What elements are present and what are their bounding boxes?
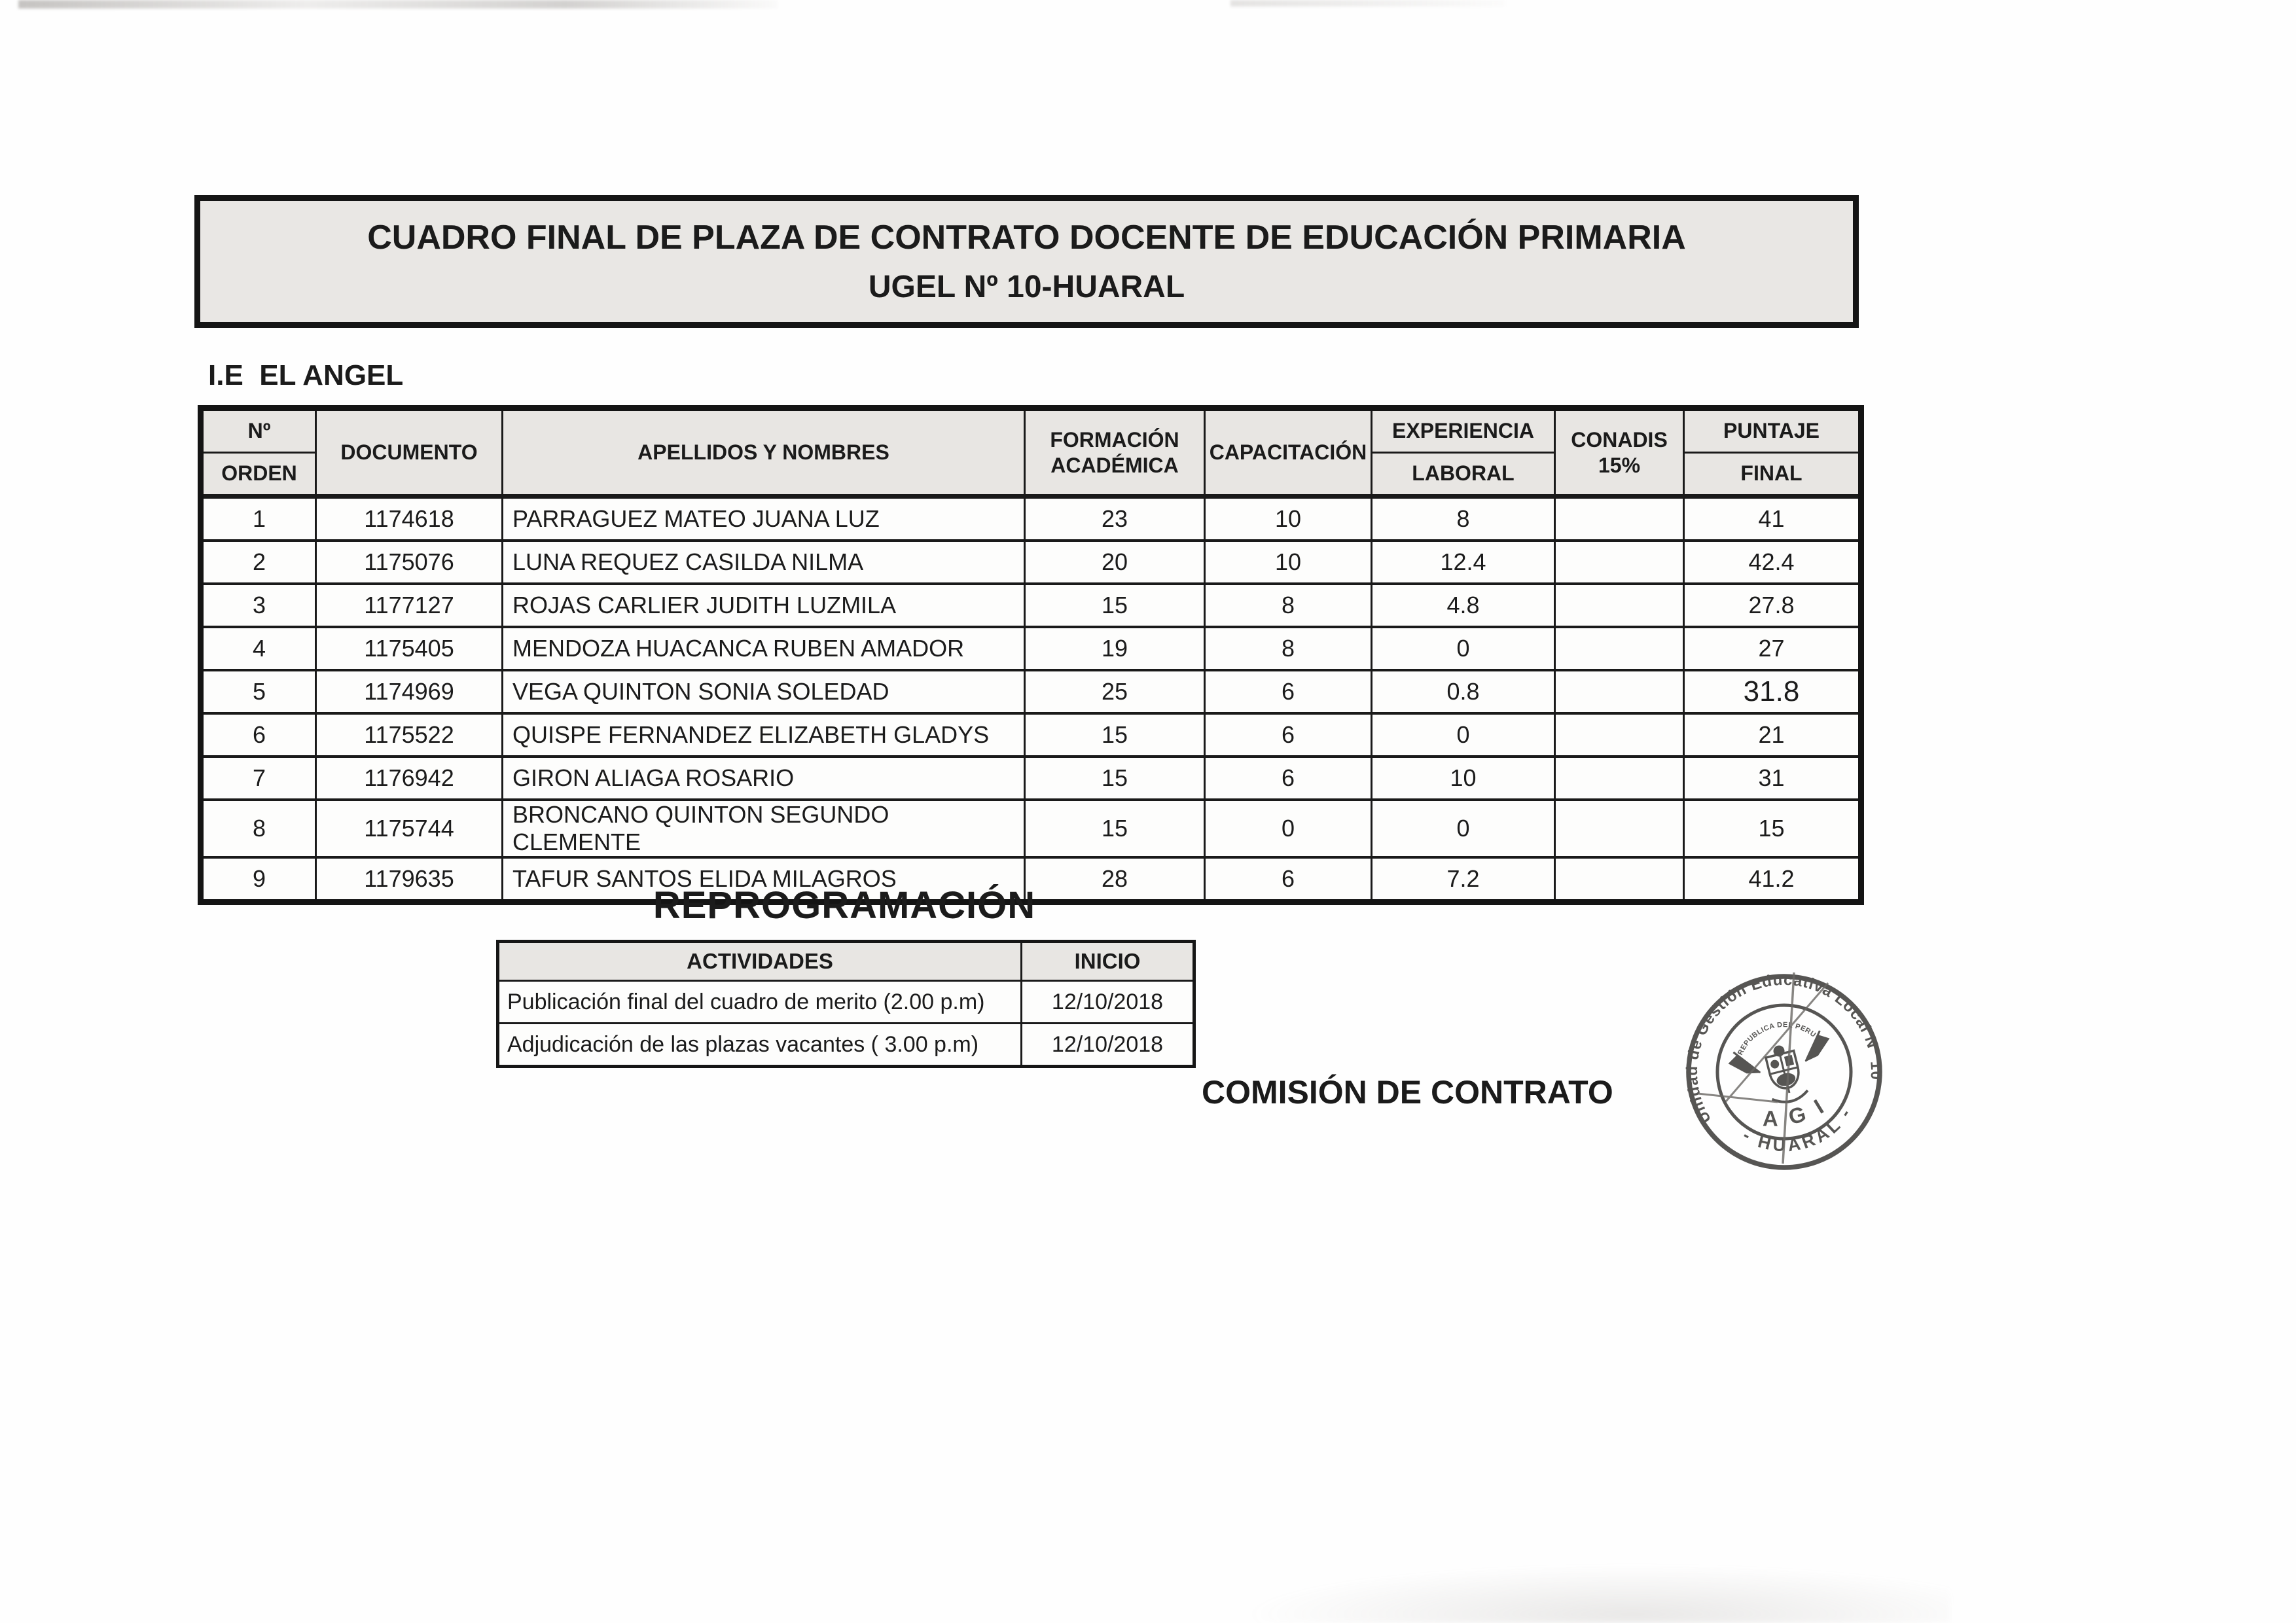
table-row xyxy=(201,713,1861,757)
col-header-inicio: INICIO xyxy=(1022,942,1194,981)
cell-conadis xyxy=(1555,670,1684,713)
cell-conadis xyxy=(1555,713,1684,757)
cell-documento: 1175076 xyxy=(316,541,503,584)
col-header-capacitacion: CAPACITACIÓN xyxy=(1205,408,1372,497)
cell-formacion: 15 xyxy=(1025,757,1205,800)
cell-documento: 1175744 xyxy=(316,800,503,857)
activities-table xyxy=(496,940,1196,1068)
results-table xyxy=(198,405,1864,905)
cell-documento: 1175522 xyxy=(316,713,503,757)
cell-formacion: 25 xyxy=(1025,670,1205,713)
col-header-puntaje-bottom: FINAL xyxy=(1684,453,1861,497)
cell-puntaje: 27.8 xyxy=(1684,584,1861,627)
cell-orden: 9 xyxy=(201,857,316,902)
cell-nombre: VEGA QUINTON SONIA SOLEDAD xyxy=(503,670,1025,713)
cell-orden: 3 xyxy=(201,584,316,627)
cell-capacitacion: 10 xyxy=(1205,541,1372,584)
cell-documento: 1175405 xyxy=(316,627,503,670)
cell-experiencia: 0 xyxy=(1372,800,1555,857)
cell-conadis xyxy=(1555,800,1684,857)
cell-formacion: 15 xyxy=(1025,584,1205,627)
results-table-header xyxy=(201,408,1861,497)
school-label: I.E EL ANGEL xyxy=(208,359,404,391)
cell-formacion: 15 xyxy=(1025,800,1205,857)
col-header-experiencia-bottom: LABORAL xyxy=(1372,453,1555,497)
col-header-orden-top: Nº xyxy=(201,408,316,453)
cell-documento: 1179635 xyxy=(316,857,503,902)
cell-puntaje: 21 xyxy=(1684,713,1861,757)
cell-nombre: QUISPE FERNANDEZ ELIZABETH GLADYS xyxy=(503,713,1025,757)
cell-orden: 2 xyxy=(201,541,316,584)
cell-formacion: 15 xyxy=(1025,713,1205,757)
cell-inicio: 12/10/2018 xyxy=(1022,1024,1194,1067)
cell-documento: 1177127 xyxy=(316,584,503,627)
cell-nombre: LUNA REQUEZ CASILDA NILMA xyxy=(503,541,1025,584)
cell-capacitacion: 6 xyxy=(1205,757,1372,800)
activity-row xyxy=(498,981,1194,1024)
cell-formacion: 20 xyxy=(1025,541,1205,584)
cell-experiencia: 0.8 xyxy=(1372,670,1555,713)
cell-capacitacion: 6 xyxy=(1205,857,1372,902)
scan-artifact-top-2 xyxy=(1230,0,1505,7)
col-header-documento: DOCUMENTO xyxy=(316,408,503,497)
cell-puntaje: 41.2 xyxy=(1684,857,1861,902)
cell-nombre: BRONCANO QUINTON SEGUNDO CLEMENTE xyxy=(503,800,1025,857)
cell-orden: 6 xyxy=(201,713,316,757)
cell-nombre: PARRAGUEZ MATEO JUANA LUZ xyxy=(503,497,1025,541)
cell-experiencia: 8 xyxy=(1372,497,1555,541)
table-row xyxy=(201,584,1861,627)
cell-documento: 1174969 xyxy=(316,670,503,713)
cell-nombre: MENDOZA HUACANCA RUBEN AMADOR xyxy=(503,627,1025,670)
reprogramacion-heading: REPROGRAMACIÓN xyxy=(653,884,1036,927)
header-row-top xyxy=(201,408,1861,453)
cell-documento: 1176942 xyxy=(316,757,503,800)
col-header-formacion xyxy=(1025,408,1205,497)
table-row xyxy=(201,627,1861,670)
cell-experiencia: 0 xyxy=(1372,713,1555,757)
comision-label: COMISIÓN DE CONTRATO xyxy=(1202,1074,1613,1111)
stamp-arc-bottom-text: - HUARAL - xyxy=(1739,1102,1857,1156)
cell-conadis xyxy=(1555,584,1684,627)
cell-conadis xyxy=(1555,541,1684,584)
table-row xyxy=(201,541,1861,584)
table-row xyxy=(201,757,1861,800)
col-header-conadis-line2: 15% xyxy=(1598,453,1641,477)
cell-conadis xyxy=(1555,857,1684,902)
cell-capacitacion: 8 xyxy=(1205,584,1372,627)
scan-artifact-top xyxy=(18,0,778,9)
cell-capacitacion: 10 xyxy=(1205,497,1372,541)
cell-orden: 1 xyxy=(201,497,316,541)
cell-documento: 1174618 xyxy=(316,497,503,541)
cell-puntaje: 31 xyxy=(1684,757,1861,800)
table-row xyxy=(201,497,1861,541)
cell-experiencia: 7.2 xyxy=(1372,857,1555,902)
cell-conadis xyxy=(1555,497,1684,541)
cell-capacitacion: 0 xyxy=(1205,800,1372,857)
cell-puntaje: 31.8 xyxy=(1684,670,1861,713)
cell-puntaje: 42.4 xyxy=(1684,541,1861,584)
cell-nombre: ROJAS CARLIER JUDITH LUZMILA xyxy=(503,584,1025,627)
cell-orden: 4 xyxy=(201,627,316,670)
cell-capacitacion: 6 xyxy=(1205,713,1372,757)
col-header-puntaje-top: PUNTAJE xyxy=(1684,408,1861,453)
document-subtitle: UGEL Nº 10-HUARAL xyxy=(868,270,1185,304)
activities-header-row xyxy=(498,942,1194,981)
cell-orden: 5 xyxy=(201,670,316,713)
cell-formacion: 28 xyxy=(1025,857,1205,902)
scan-artifact-bottom xyxy=(1244,1564,1950,1623)
table-row xyxy=(201,800,1861,857)
cell-inicio: 12/10/2018 xyxy=(1022,981,1194,1024)
col-header-conadis xyxy=(1555,408,1684,497)
document-title: CUADRO FINAL DE PLAZA DE CONTRATO DOCENTE DE EDUCACIÓN PRIMARIA xyxy=(367,219,1686,257)
cell-puntaje: 41 xyxy=(1684,497,1861,541)
cell-experiencia: 0 xyxy=(1372,627,1555,670)
cell-actividad: Publicación final del cuadro de merito (2.00 p.m) xyxy=(498,981,1022,1024)
col-header-conadis-line1: CONADIS xyxy=(1571,428,1668,452)
col-header-formacion-line1: FORMACIÓN xyxy=(1050,428,1179,452)
cell-formacion: 19 xyxy=(1025,627,1205,670)
cell-puntaje: 15 xyxy=(1684,800,1861,857)
cell-nombre: GIRON ALIAGA ROSARIO xyxy=(503,757,1025,800)
col-header-formacion-line2: ACADÉMICA xyxy=(1050,453,1179,477)
ugel-stamp xyxy=(1679,967,1889,1177)
col-header-experiencia-top: EXPERIENCIA xyxy=(1372,408,1555,453)
stamp-agi-text: A G I xyxy=(1762,1092,1831,1131)
cell-nombre: TAFUR SANTOS ELIDA MILAGROS xyxy=(503,857,1025,902)
stamp-inner-arc-text: REPUBLICA DEL PERU xyxy=(1736,1021,1818,1057)
cell-formacion: 23 xyxy=(1025,497,1205,541)
title-box xyxy=(194,195,1859,328)
table-row xyxy=(201,670,1861,713)
cell-experiencia: 10 xyxy=(1372,757,1555,800)
cell-capacitacion: 6 xyxy=(1205,670,1372,713)
cell-experiencia: 4.8 xyxy=(1372,584,1555,627)
cell-capacitacion: 8 xyxy=(1205,627,1372,670)
col-header-orden-bottom: ORDEN xyxy=(201,453,316,497)
activity-row xyxy=(498,1024,1194,1067)
cell-orden: 7 xyxy=(201,757,316,800)
cell-puntaje: 27 xyxy=(1684,627,1861,670)
cell-orden: 8 xyxy=(201,800,316,857)
cell-experiencia: 12.4 xyxy=(1372,541,1555,584)
col-header-actividades: ACTIVIDADES xyxy=(498,942,1022,981)
col-header-apellidos: APELLIDOS Y NOMBRES xyxy=(503,408,1025,497)
cell-actividad: Adjudicación de las plazas vacantes ( 3.00 p.m) xyxy=(498,1024,1022,1067)
cell-conadis xyxy=(1555,627,1684,670)
cell-conadis xyxy=(1555,757,1684,800)
stamp-arc-top-text: Unidad de Gestión Educativa Local N° 10 xyxy=(1683,971,1886,1127)
